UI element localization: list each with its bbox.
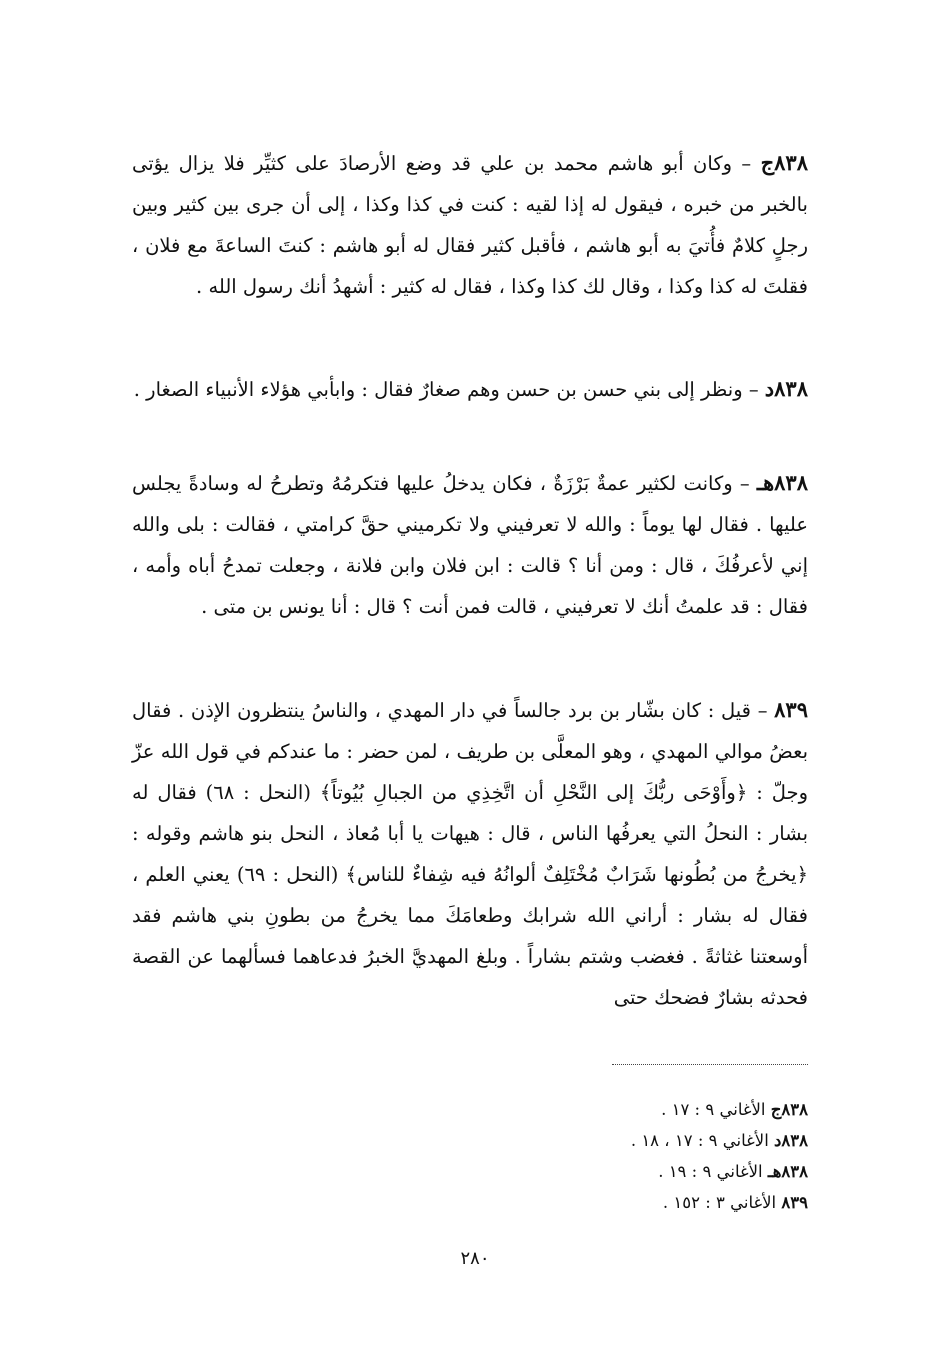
footnote-text: الأغاني ٩ : ١٧ ، ١٨ . <box>630 1131 775 1150</box>
entry-number: ٨٣٩ <box>774 697 808 722</box>
entry-paragraph <box>132 689 808 1018</box>
footnote-text: الأغاني ٩ : ١٧ . <box>661 1100 771 1119</box>
footnotes-list <box>408 1094 808 1218</box>
entry-text: – قيل : كان بشّار بن برد جالساً في دار المهدي ، والناسُ ينتظرون الإذن . فقال بعضُ موالي المهدي ، وهو المعلَّى بن طريف ، لمن حضر : ما عندكم في قول الله عزّ وجلّ : ﴿وأَوْحَى ربُّكَ إلى النَّحْلِ أن اتَّخِذِي من الجبالِ بُيُوتاً﴾ (النحل : ٦٨) فقال له بشار : النحلُ التي يعرفُها الناس ، قال : هيهات يا أبا مُعاذ ، النحل بنو هاشم وقوله : ﴿يخرجُ من بُطُونها شَرَابٌ مُخْتَلِفٌ ألوانُهُ فيه شِفاءٌ للناس﴾ (النحل : ٦٩) يعني العلم ، فقال له بشار : أراني الله شرابك وطعامَكَ مما يخرجُ من بطونِ بني هاشم فقد أوسعتنا غثاثةً . فغضب وشتم بشاراً . وبلغ المهديَّ الخبرُ فدعاهما فسألهما عن القصة فحدثه بشارٌ فضحك حتى <box>132 699 808 1009</box>
page-number: ٢٨٠ <box>460 1248 490 1269</box>
footnote-number: ٨٣٨هـ <box>767 1162 808 1181</box>
footnote-text: الأغاني ٩ : ١٩ . <box>658 1162 768 1181</box>
entry-paragraph <box>132 368 808 410</box>
entry-text: – ونظر إلى بني حسن بن حسن وهم صغارٌ فقال : وابأبي هؤلاء الأنبياء الصغار . <box>133 378 765 401</box>
entry-text: – وكانت لكثير عمةٌ بَرْزَةٌ ، فكان يدخلُ عليها فتكرمُهُ وتطرحُ له وسادةً يجلس عليها . فقال لها يوماً : والله لا تعرفيني ولا تكرميني حقَّ كرامتي ، فقالت : بلى والله إني لأعرفُكَ ، قال : ومن أنا ؟ قالت : ابن فلان وابن فلانة ، وجعلت تمدحُ أباه وأمه ، فقال : قد علمتُ أنك لا تعرفيني ، قالت فمن أنت ؟ قال : أنا يونس بن متى . <box>132 472 808 618</box>
entry-paragraph <box>132 462 808 627</box>
entry-number: ٨٣٨ج <box>760 150 808 175</box>
entry-paragraph <box>132 142 808 307</box>
footnote-item <box>408 1125 808 1156</box>
entry-text: – وكان أبو هاشم محمد بن علي قد وضع الأرصادَ على كثيِّر فلا يزال يؤتى بالخبر من خبره ، فيقول له إذا لقيه : كنت في كذا وكذا ، إلى أن جرى بين كثير وبين رجلٍ كلامٌ فأُتيَ به أبو هاشم ، فأقبل كثير فقال له أبو هاشم : كنتَ الساعةَ مع فلان ، فقلتَ له كذا وكذا ، وقال لك كذا وكذا ، فقال له كثير : أشهدُ أنك رسول الله . <box>132 152 808 298</box>
footnote-number: ٨٣٨د <box>774 1131 808 1150</box>
entry-number: ٨٣٨د <box>764 376 808 401</box>
entry-number: ٨٣٨هـ <box>756 470 808 495</box>
footnote-divider <box>612 1064 808 1065</box>
footnote-item <box>408 1094 808 1125</box>
footnote-item <box>408 1187 808 1218</box>
footnote-number: ٨٣٩ <box>781 1193 808 1212</box>
footnote-item <box>408 1156 808 1187</box>
footnote-text: الأغاني ٣ : ١٥٢ . <box>662 1193 782 1212</box>
footnote-number: ٨٣٨ج <box>770 1100 808 1119</box>
